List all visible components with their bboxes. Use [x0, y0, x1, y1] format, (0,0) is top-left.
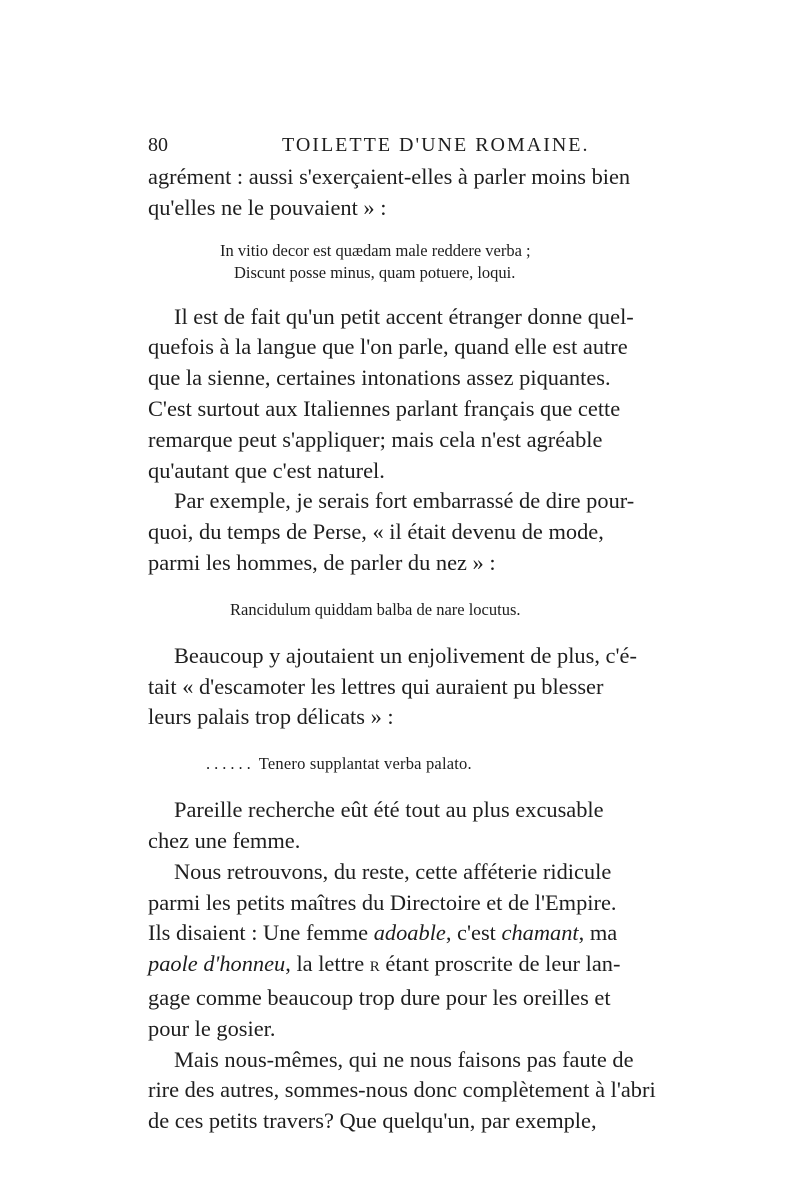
- running-head: [148, 128, 675, 162]
- paragraph-2: [148, 302, 675, 487]
- paragraph-3: [148, 486, 675, 578]
- text-line-part: étant proscrite de leur lan-: [379, 951, 621, 977]
- text-line: pour le gosier.: [148, 1015, 276, 1041]
- paragraph-7: [148, 1045, 675, 1137]
- latin-verse-1: [148, 240, 675, 284]
- text-line: tait « d'escamoter les lettres qui auraient pu blesser: [148, 673, 604, 699]
- text-line: C'est surtout aux Italiennes parlant français que cette: [148, 395, 621, 421]
- text-line: quefois à la langue que l'on parle, quand elle est autre: [148, 334, 628, 360]
- text-line-part: , c'est: [445, 920, 502, 946]
- text-line: leurs palais trop délicats » :: [148, 704, 394, 730]
- text-line-part: Ils disaient : Une femme: [148, 920, 374, 946]
- text-line-part: , la lettre: [285, 951, 370, 977]
- text-line: qu'autant que c'est naturel.: [148, 457, 385, 483]
- text-line: que la sienne, certaines intonations assez piquantes.: [148, 365, 611, 391]
- text-line: gage comme beaucoup trop dure pour les oreilles et: [148, 984, 611, 1010]
- text-line: parmi les petits maîtres du Directoire et de l'Empire.: [148, 889, 617, 915]
- paragraph-6: [148, 857, 675, 1045]
- latin-verse-2: [148, 599, 675, 621]
- book-page: [148, 128, 675, 1137]
- text-line: Beaucoup y ajoutaient un enjolivement de plus, c'é-: [174, 642, 637, 668]
- text-line-part: , ma: [578, 920, 618, 946]
- small-cap-letter: R: [369, 959, 380, 976]
- text-line: Nous retrouvons, du reste, cette afféterie ridicule: [174, 858, 612, 884]
- page-number: 80: [148, 134, 168, 156]
- text-line: agrément : aussi s'exerçaient-elles à parler moins bien: [148, 164, 631, 189]
- text-line: rire des autres, sommes-nous donc complètement à l'abri: [148, 1077, 656, 1103]
- running-title: TOILETTE D'UNE ROMAINE.: [282, 134, 590, 156]
- text-line: de ces petits travers? Que quelqu'un, par exemple,: [148, 1108, 597, 1134]
- verse-line: In vitio decor est quædam male reddere verba ;: [220, 240, 531, 260]
- verse-line: Discunt posse minus, quam potuere, loqui.: [234, 262, 516, 282]
- text-line: chez une femme.: [148, 827, 301, 853]
- ellipsis-dots: ......: [206, 754, 255, 774]
- text-line: Par exemple, je serais fort embarrassé de dire pour-: [174, 488, 635, 514]
- text-line: parmi les hommes, de parler du nez » :: [148, 549, 496, 575]
- text-line: Pareille recherche eût été tout au plus excusable: [174, 797, 604, 823]
- text-line: remarque peut s'appliquer; mais cela n'est agréable: [148, 426, 603, 452]
- paragraph-5: [148, 795, 675, 857]
- text-line: Il est de fait qu'un petit accent étranger donne quel-: [174, 303, 634, 329]
- text-line: qu'elles ne le pouvaient » :: [148, 194, 387, 220]
- verse-line: Tenero supplantat verba palato.: [258, 754, 472, 774]
- italic-word: adoable: [373, 920, 446, 946]
- text-line: quoi, du temps de Perse, « il était devenu de mode,: [148, 519, 604, 545]
- latin-verse-3: [148, 753, 675, 775]
- italic-word: chamant: [501, 920, 579, 946]
- text-line: Mais nous-mêmes, qui ne nous faisons pas faute de: [174, 1046, 634, 1072]
- paragraph-4: [148, 641, 675, 733]
- paragraph-1: [148, 162, 675, 224]
- italic-phrase: paole d'honneu: [148, 951, 286, 977]
- verse-line: Rancidulum quiddam balba de nare locutus.: [230, 599, 521, 619]
